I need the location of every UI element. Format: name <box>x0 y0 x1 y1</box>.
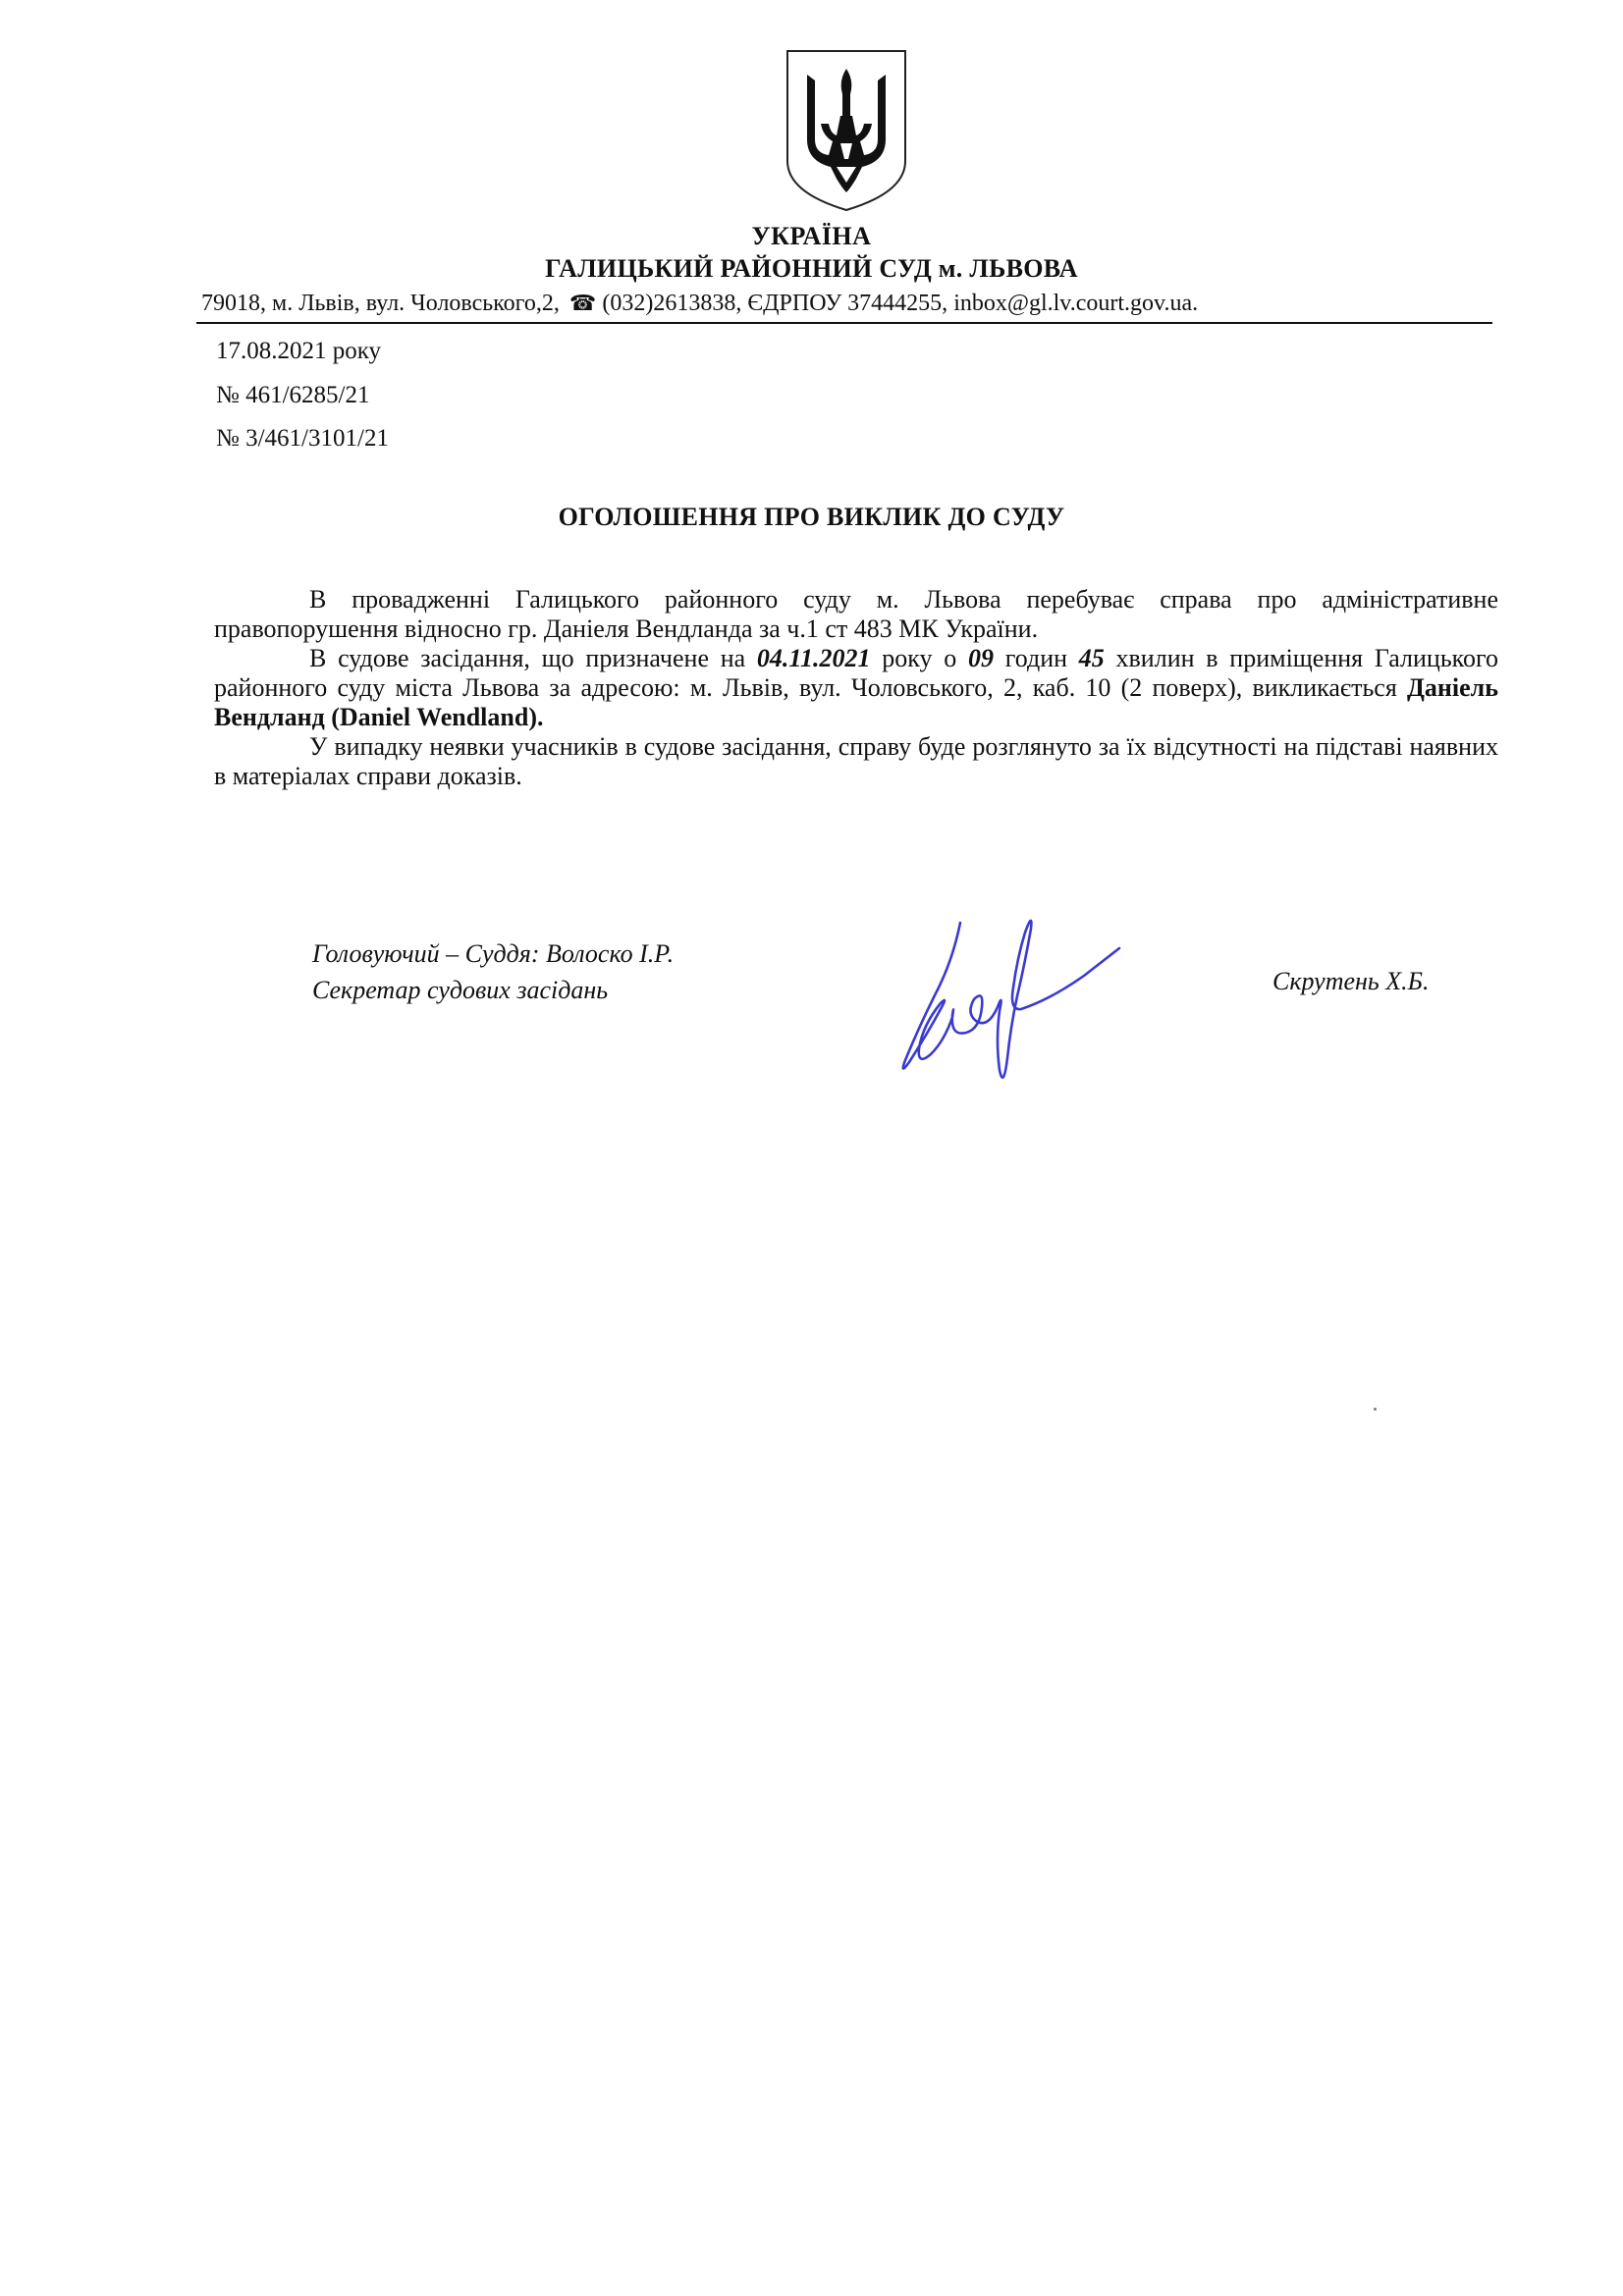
court-address: 79018, м. Львів, вул. Чоловського,2, <box>201 291 560 316</box>
court-contacts <box>201 291 1198 317</box>
hearing-text-3: годин <box>993 644 1079 672</box>
handwritten-signature <box>884 893 1129 1099</box>
country-heading: УКРАЇНА <box>751 222 872 250</box>
summoned-person: Даніель Вендланд (Daniel Wendland). <box>214 673 1498 731</box>
case-number-1: № 461/6285/21 <box>216 382 370 408</box>
case-number-2: № 3/461/3101/21 <box>216 425 389 452</box>
secretary-line: Секретар судових засідань <box>312 976 609 1004</box>
paragraph-hearing <box>214 644 1498 732</box>
trident-emblem-icon <box>782 45 911 214</box>
paragraph-absence: У випадку неявки учасників в судове засідання, справу буде розглянуто за їх відсутності на підставі наявних в матеріалах справи доказів. <box>214 732 1498 790</box>
court-phone: (032)2613838, <box>602 291 742 316</box>
hearing-date: 04.11.2021 <box>756 644 871 672</box>
paragraph-case-info: В провадженні Галицького районного суду м. Львова перебуває справа про адміністративне правопорушення відносно гр. Даніеля Вендланда за ч.1 ст 483 МК України. <box>214 585 1498 643</box>
court-edrpou: ЄДРПОУ 37444255, <box>747 291 948 316</box>
secretary-name: Скрутень Х.Б. <box>1272 967 1430 995</box>
document-date: 17.08.2021 року <box>216 338 382 364</box>
court-email: inbox@gl.lv.court.gov.ua. <box>953 291 1199 316</box>
court-name-heading: ГАЛИЦЬКИЙ РАЙОННИЙ СУД м. ЛЬВОВА <box>545 254 1078 283</box>
judge-line: Головуючий – Суддя: Волоско І.Р. <box>312 939 675 968</box>
document-title: ОГОЛОШЕННЯ ПРО ВИКЛИК ДО СУДУ <box>558 503 1065 531</box>
hearing-hour: 09 <box>967 644 994 672</box>
phone-icon: ☎ <box>568 291 597 315</box>
signatories-block <box>312 935 674 1008</box>
hearing-text-1: В судове засідання, що призначене на <box>309 644 757 672</box>
notice-body <box>214 585 1498 791</box>
hearing-text-2: року о <box>870 644 968 672</box>
header-divider <box>196 322 1492 324</box>
hearing-text-4: хвилин в приміщення Галицького районного суду міста Львова за адресою: м. Львів, вул. Чоловського, 2, каб. 10 (2 поверх), викликається <box>214 644 1499 702</box>
scan-speck <box>1374 1408 1377 1411</box>
hearing-minute: 45 <box>1078 644 1105 672</box>
